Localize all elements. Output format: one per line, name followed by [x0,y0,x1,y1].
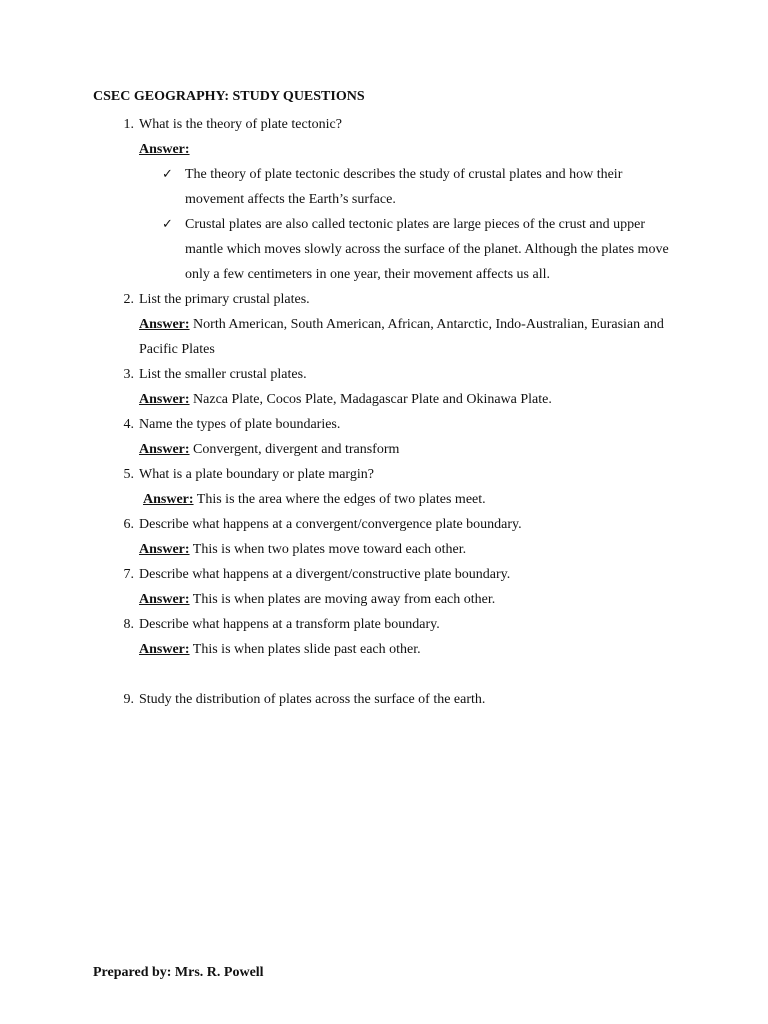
answer-text: This is when plates are moving away from each other. [192,592,496,607]
answer-label: Answer: [139,392,190,407]
answer-label: Answer: [139,142,190,157]
question-text: What is the theory of plate tectonic? [139,117,342,132]
question-number: 2. [123,292,134,307]
answer-line [0,537,669,562]
question-item [0,562,768,612]
spacer [0,662,768,687]
answer-line [0,387,669,412]
question-number: 3. [123,367,134,382]
question-text: Describe what happens at a convergent/convergence plate boundary. [139,517,522,532]
question-number: 5. [123,467,134,482]
question-item [0,112,768,287]
question-item [0,362,768,412]
answer-line [0,637,669,662]
question-text: List the smaller crustal plates. [139,367,307,382]
answer-heading [0,137,669,162]
question-text: Study the distribution of plates across the surface of the earth. [139,692,486,707]
answer-line [0,587,669,612]
question-item [0,512,768,562]
question-text: List the primary crustal plates. [139,292,310,307]
answer-point-text: The theory of plate tectonic describes the study of crustal plates and how their movement affects the Earth’s surface. [185,167,623,207]
answer-text: This is when plates slide past each other. [192,642,421,657]
question-item [0,687,768,712]
question-item [0,287,768,362]
answer-text: This is the area where the edges of two plates meet. [196,492,486,507]
answer-label: Answer: [139,592,190,607]
question-item [0,462,768,512]
checkmark-icon: ✓ [162,217,173,232]
question-list [0,112,768,712]
question-number: 1. [123,117,134,132]
prepared-by: Prepared by: Mrs. R. Powell [93,965,264,980]
answer-text: Nazca Plate, Cocos Plate, Madagascar Plate and Okinawa Plate. [193,392,552,407]
question-text: Name the types of plate boundaries. [139,417,341,432]
question-number: 4. [123,417,134,432]
answer-label: Answer: [139,442,190,457]
answer-text: This is when two plates move toward each other. [192,542,467,557]
answer-points [0,162,768,287]
question-number: 7. [123,567,134,582]
question-item [0,612,768,662]
answer-point [0,212,675,287]
answer-label: Answer: [139,642,190,657]
answer-point [0,162,675,212]
answer-text: Convergent, divergent and transform [193,442,400,457]
checkmark-icon: ✓ [162,167,173,182]
question-item [0,412,768,462]
answer-line [0,487,673,512]
answer-label: Answer: [143,492,194,507]
answer-text: North American, South American, African, Antarctic, Indo-Australian, Eurasian and Pacific Plates [139,317,664,357]
document-title: CSEC GEOGRAPHY: STUDY QUESTIONS [93,89,365,104]
question-text: What is a plate boundary or plate margin? [139,467,374,482]
answer-label: Answer: [139,542,190,557]
answer-line [0,437,669,462]
answer-point-text: Crustal plates are also called tectonic plates are large pieces of the crust and upper mantle which moves slowly across the surface of the planet. Although the plates move only a few centimeters in one year, their movement affects us all. [185,217,669,282]
question-text: Describe what happens at a transform plate boundary. [139,617,440,632]
answer-line [0,312,669,362]
question-text: Describe what happens at a divergent/constructive plate boundary. [139,567,511,582]
answer-label: Answer: [139,317,190,332]
question-number: 9. [123,692,134,707]
question-number: 8. [123,617,134,632]
question-number: 6. [123,517,134,532]
